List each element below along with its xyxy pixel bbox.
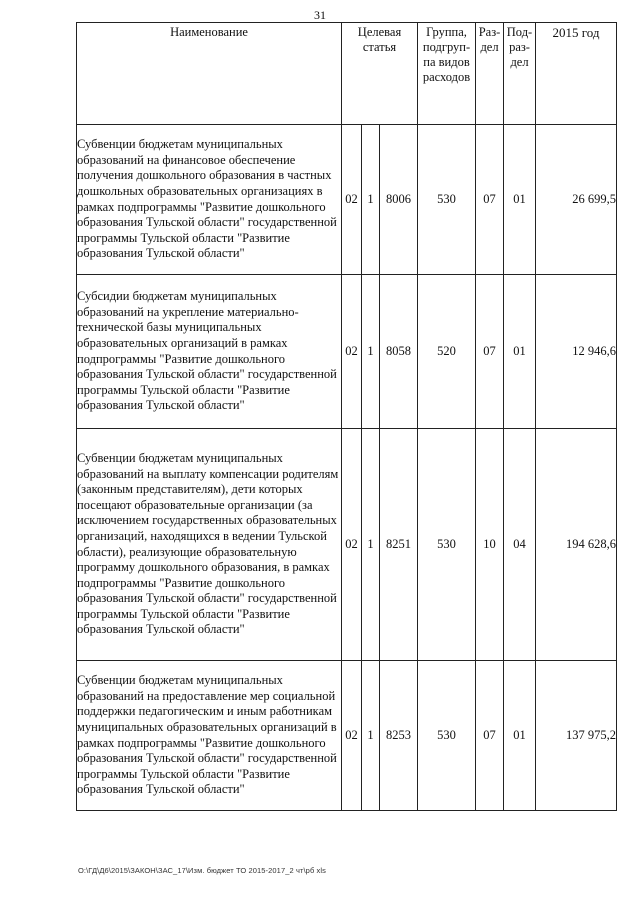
header-target-article: Целевая статья — [342, 23, 418, 125]
target-part-1: 02 — [342, 275, 362, 429]
section: 10 — [476, 429, 504, 661]
header-expense-group: Группа, подгруп-па видов расходов — [418, 23, 476, 125]
table-row — [77, 125, 617, 275]
amount: 194 628,6 — [536, 429, 617, 661]
expense-group: 530 — [418, 125, 476, 275]
page-number: 31 — [314, 8, 326, 22]
section: 07 — [476, 275, 504, 429]
budget-table — [76, 22, 617, 811]
section: 07 — [476, 661, 504, 811]
target-part-3: 8251 — [380, 429, 418, 661]
target-part-2: 1 — [362, 429, 380, 661]
target-part-2: 1 — [362, 275, 380, 429]
amount: 137 975,2 — [536, 661, 617, 811]
section: 07 — [476, 125, 504, 275]
file-path-footer: O:\ГД\Д6\2015\ЗАКОН\ЗАС_17\Изм. бюджет ТО 2015-2017_2 чт\рб xls — [78, 866, 326, 875]
table-row — [77, 275, 617, 429]
header-subsection: Под-раз-дел — [504, 23, 536, 125]
subsection: 01 — [504, 661, 536, 811]
expense-group: 530 — [418, 661, 476, 811]
target-part-3: 8006 — [380, 125, 418, 275]
header-year: 2015 год — [536, 23, 617, 125]
target-part-1: 02 — [342, 429, 362, 661]
table-row — [77, 661, 617, 811]
row-name: Субвенции бюджетам муниципальных образований на выплату компенсации родителям (законным представителям), дети которых посещают образовательные организации (за исключением государственных образовательных организаций, находящихся в ведении Тульской области), реализующие образовательную программу дошкольного образования, в рамках подпрограммы "Развитие дошкольного образования Тульской области" государственной программы Тульской области "Развитие образования Тульской области" — [77, 429, 342, 661]
row-name: Субвенции бюджетам муниципальных образований на предоставление мер социальной поддержки педагогическим и иным работникам муниципальных образовательных организаций в рамках подпрограммы "Развитие дошкольного образования Тульской области" государственной программы Тульской области "Развитие образования Тульской области" — [77, 661, 342, 811]
subsection: 04 — [504, 429, 536, 661]
expense-group: 530 — [418, 429, 476, 661]
amount: 12 946,6 — [536, 275, 617, 429]
target-part-1: 02 — [342, 661, 362, 811]
header-row — [77, 23, 617, 125]
target-part-3: 8058 — [380, 275, 418, 429]
expense-group: 520 — [418, 275, 476, 429]
header-section: Раз-дел — [476, 23, 504, 125]
target-part-2: 1 — [362, 661, 380, 811]
amount: 26 699,5 — [536, 125, 617, 275]
table-row — [77, 429, 617, 661]
subsection: 01 — [504, 125, 536, 275]
row-name: Субсидии бюджетам муниципальных образований на укрепление материально-технической базы муниципальных образовательных организаций в рамках подпрограммы "Развитие дошкольного образования Тульской области" государственной программы Тульской области "Развитие образования Тульской области" — [77, 275, 342, 429]
header-name: Наименование — [77, 23, 342, 125]
target-part-2: 1 — [362, 125, 380, 275]
subsection: 01 — [504, 275, 536, 429]
row-name: Субвенции бюджетам муниципальных образований на финансовое обеспечение получения дошкольного образования в частных дошкольных образовательных организациях в рамках подпрограммы "Развитие дошкольного образования Тульской области" государственной программы Тульской области "Развитие образования Тульской области" — [77, 125, 342, 275]
target-part-1: 02 — [342, 125, 362, 275]
target-part-3: 8253 — [380, 661, 418, 811]
